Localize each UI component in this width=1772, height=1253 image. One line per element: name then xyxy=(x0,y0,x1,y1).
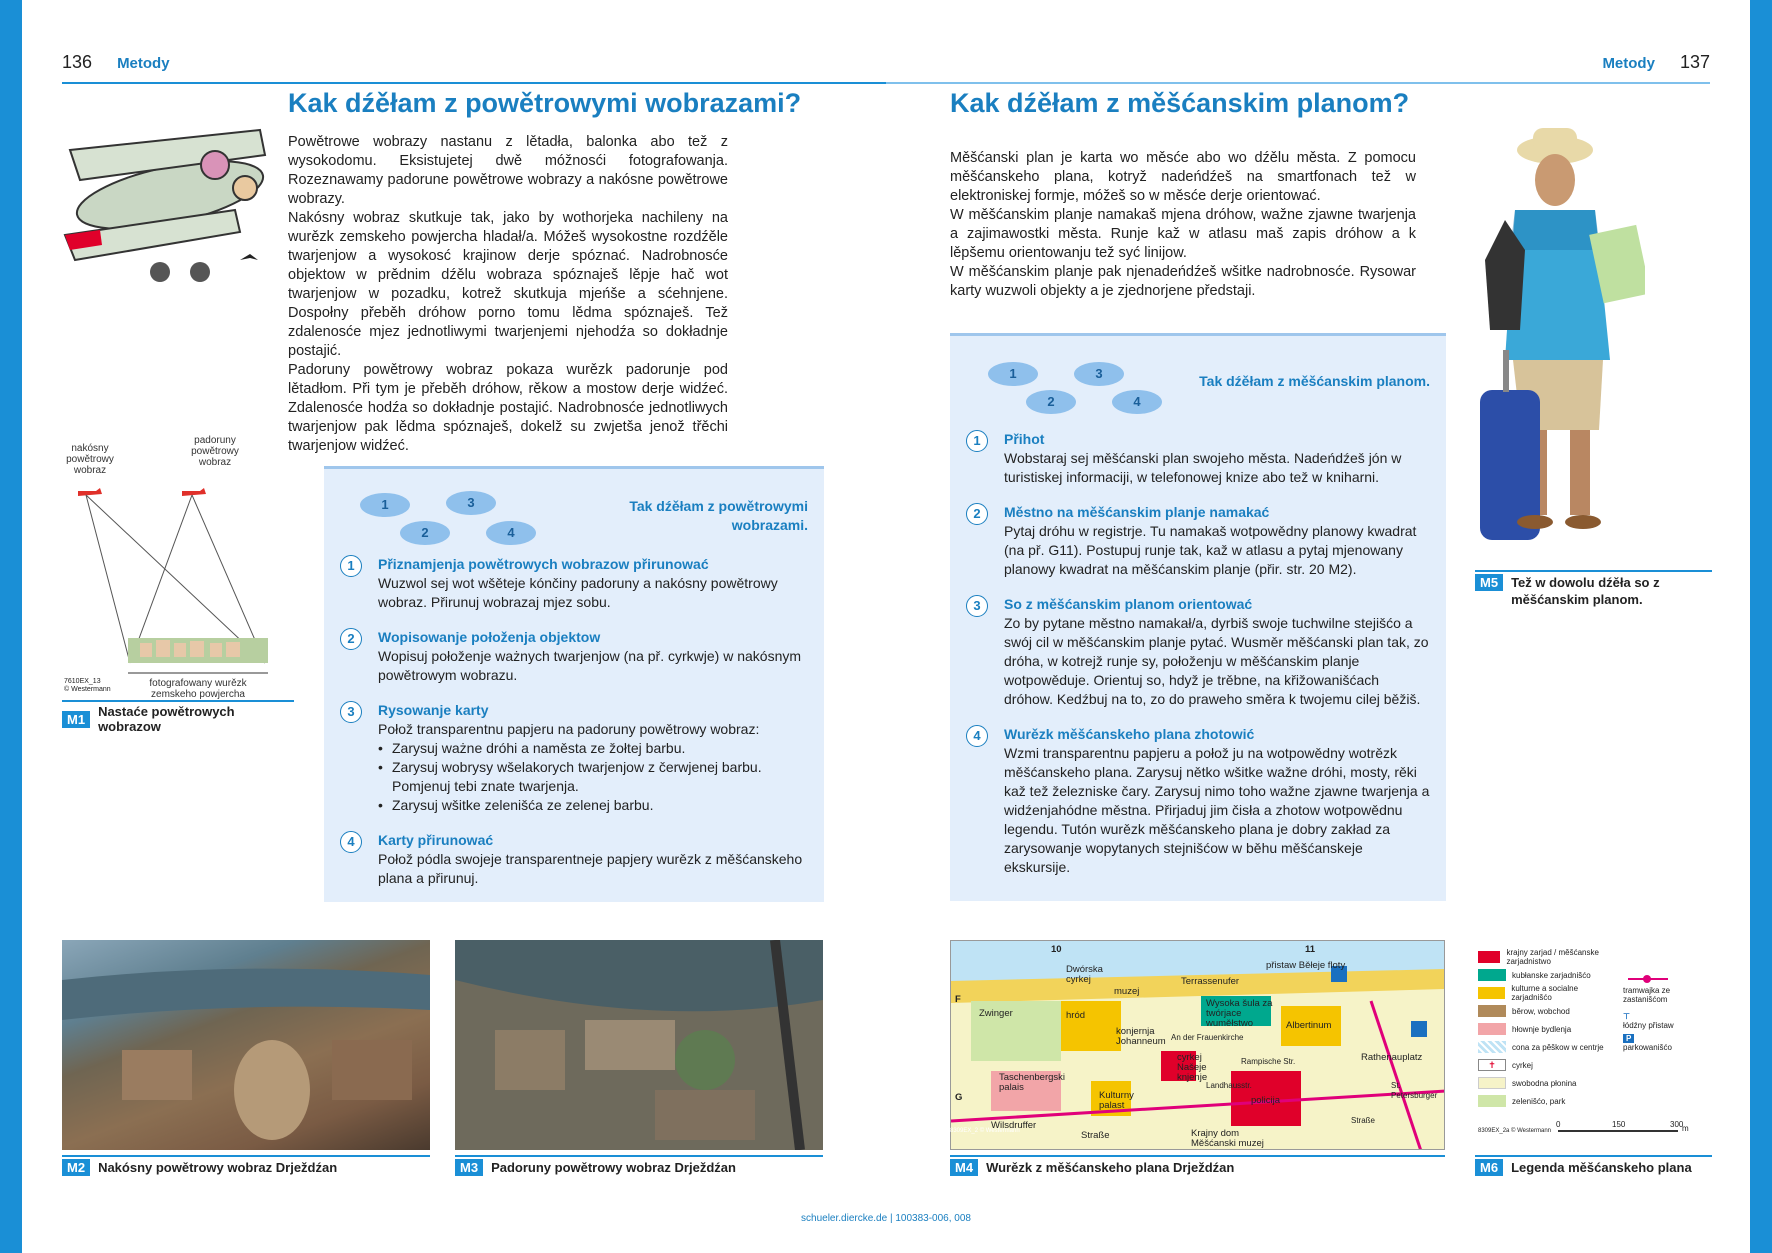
airplane-illustration xyxy=(60,110,300,285)
step-title: Rysowanje karty xyxy=(378,702,489,718)
legend-item xyxy=(1478,984,1618,1002)
legend-item xyxy=(1478,1038,1618,1056)
map-label: muzej xyxy=(1114,986,1140,997)
caption-tag: M1 xyxy=(62,711,90,728)
oblique-aerial-photo xyxy=(62,940,430,1150)
legend-swatch xyxy=(1478,1023,1506,1035)
legend-swatch xyxy=(1478,951,1500,963)
chapter-title: Metody xyxy=(117,55,170,72)
paragraph: W měšćanskim planje namakaš mjena dróhow, wažne zjawne twarjenja a zajimawostki města. Runje kaž w atlasu maš zapis dróhow a k lěpšemu orientowanju tež syć linijow. xyxy=(950,207,1416,261)
legend-swatch xyxy=(1478,1095,1506,1107)
map-label: Zwinger xyxy=(979,1008,1013,1019)
map-label: An der Frauenkirche xyxy=(1171,1033,1244,1042)
legend-item xyxy=(1478,1074,1618,1092)
map-labels xyxy=(951,941,1445,1150)
map-label: policija xyxy=(1251,1095,1281,1106)
caption-tag: M5 xyxy=(1475,574,1503,591)
caption-text: Legenda měšćanskeho plana xyxy=(1511,1160,1692,1175)
caption-tag: M6 xyxy=(1475,1159,1503,1176)
left-method-box xyxy=(324,466,824,902)
step-text: Wopisuj połoženje ważnych twarjenjow (na př. cyrkwje) w nakósnym powětrowym wobrazu. xyxy=(378,648,802,683)
cloud-step: 1 xyxy=(360,493,410,517)
legend-item xyxy=(1478,1092,1618,1110)
credit-code: 7610EX_13 xyxy=(64,678,101,685)
map-label: Wysoka šula za twórjace wuměłstwo xyxy=(1206,998,1273,1029)
step-number: 2 xyxy=(340,628,362,650)
tourist-photo xyxy=(1475,110,1645,560)
legend-swatch xyxy=(1478,1005,1506,1017)
legend-symbols xyxy=(1623,978,1713,1052)
map-label: Albertinum xyxy=(1286,1020,1332,1031)
paragraph: Měšćanski plan je karta wo měsće abo wo dźělu města. Z pomocu měšćanskeho plana, kotryž nadeńdźeš na smartfonach tež w elektroniskej formje, móžeš so w měsće derje orientować. xyxy=(950,150,1416,204)
step-text: Wzmi transparentnu papjeru a połož ju na wotpowědny wotrězk měšćanskeho plana. Zarysuj nětko wšitke wažne dróhi, mosty, rěki kaž tež železniske čary. Zarysuj nimo toho wažne zjawne twarjenja a widźenjahódne městna. Přirjaduj jim čisła a zhotow wotpowědnu legendu. Tutón wurězk měšćanskeho plana je dobry zakład za zarysowanje wopytanych stejnišćow w běhu měšćanskeje ekskursije. xyxy=(1004,745,1430,875)
map-label: Taschenbergski palais xyxy=(999,1072,1066,1093)
step-clouds xyxy=(340,483,540,549)
cloud-step: 2 xyxy=(400,521,450,545)
paragraph: Nakósny wobraz skutkuje tak, jako by wothorjeka nachileny na wurězk zemskeho powjercha hladał/a. Móžeš wysokostne rozdźěle twarjenjow a wysokosć krajinow derje spóznać. Nadrobnosće objektow w prědnim dźělu wobraza spóznaješ lěpje hač wot twarjenjow w pozadku, kotrež skutkuja mjeńše a sćehnjene. Dospołny přeběh dróhow porno tomu lědma spóznaješ. Tež zdalenosće mjez jednotliwymi twarjenjemi njehodźa so dokładnje postajić. xyxy=(288,210,728,359)
city-map xyxy=(950,940,1445,1150)
parking-icon: P xyxy=(1623,1034,1634,1043)
map-legend xyxy=(1478,948,1713,1148)
box-title: Tak dźěłam z powětrowymi wobrazami. xyxy=(629,498,808,533)
header-rule xyxy=(886,82,1710,84)
right-header xyxy=(1602,52,1710,73)
step-title: Přiznamjenja powětrowych wobrazow přirunować xyxy=(378,556,709,572)
bullet: • Zarysuj ważne dróhi a naměsta ze žołtej barbu. xyxy=(378,739,808,758)
label-ground: fotografowany wurězk zemskeho powjercha xyxy=(149,678,247,700)
step-text: Połož transparentnu papjeru na padoruny powětrowy wobraz: xyxy=(378,721,760,737)
legend-label: krajny zarjad / měšćanske zarjadnistwo xyxy=(1506,948,1599,966)
bullet: • Zarysuj wobrysy wšelakorych twarjenjow z čerwjenej barbu. Pomjenuj tebi znate twarjenja. xyxy=(378,758,808,796)
step-4 xyxy=(966,725,1430,877)
legend-item xyxy=(1478,1020,1618,1038)
legend-item xyxy=(1478,1056,1618,1074)
header-rule xyxy=(62,82,886,84)
legend-swatch xyxy=(1478,1041,1506,1053)
legend-item xyxy=(1478,1002,1618,1020)
left-body-text xyxy=(288,133,728,456)
caption-m3 xyxy=(455,1155,823,1176)
caption-tag: M2 xyxy=(62,1159,90,1176)
harbour-icon: ⊤ xyxy=(1623,1012,1630,1021)
legend-item xyxy=(1478,948,1618,966)
scale-bar xyxy=(1558,1120,1688,1138)
legend-swatch xyxy=(1478,1077,1506,1089)
legend-item xyxy=(1478,966,1618,984)
footer-link[interactable]: schueler.diercke.de | 100383-006, 008 xyxy=(801,1213,971,1224)
page-number: 136 xyxy=(62,52,93,72)
step-number: 1 xyxy=(340,555,362,577)
step-clouds xyxy=(966,350,1166,416)
step-number: 3 xyxy=(340,701,362,723)
cloud-step: 3 xyxy=(1074,362,1124,386)
cloud-step: 4 xyxy=(1112,390,1162,414)
caption-text: Wurězk z měšćanskeho plana Drježdźan xyxy=(986,1160,1235,1175)
step-text: Wobstaraj sej měšćanski plan swojeho města. Nadeńdźeš jón w turistiskej informaciji, w telefonowej knize abo tež w kniharni. xyxy=(1004,450,1402,485)
label-vertical: padoruny powětrowy wobraz xyxy=(191,435,239,468)
step-1 xyxy=(966,430,1430,487)
step-4 xyxy=(340,831,808,888)
step-number: 1 xyxy=(966,430,988,452)
map-grid-label: 10 xyxy=(1051,944,1062,955)
step-number: 2 xyxy=(966,503,988,525)
map-credit: 8309EX_2 © Westermann xyxy=(950,1128,1020,1134)
right-edge-bar xyxy=(1750,0,1772,1253)
right-method-box xyxy=(950,333,1446,901)
scale-label: 0 xyxy=(1556,1120,1561,1129)
legend-label: cyrkej xyxy=(1512,1060,1533,1070)
caption-text: Nakósny powětrowy wobraz Drježdźan xyxy=(98,1160,338,1175)
cloud-step: 4 xyxy=(486,521,536,545)
legend-swatch xyxy=(1478,987,1505,999)
legend-label: zelenišćo, park xyxy=(1512,1096,1566,1106)
map-label: Dwórska cyrkej xyxy=(1066,964,1103,985)
caption-m6 xyxy=(1475,1155,1712,1176)
caption-text: Nastaće powětrowych wobrazow xyxy=(98,704,235,734)
map-grid-label: 11 xyxy=(1305,944,1316,955)
step-1 xyxy=(340,555,808,612)
vertical-aerial-photo xyxy=(455,940,823,1150)
map-label: cyrkej Našeje knjenje xyxy=(1177,1052,1208,1083)
legend-label: swobodna płonina xyxy=(1512,1078,1577,1088)
page-number: 137 xyxy=(1679,52,1710,72)
paragraph: Powětrowe wobrazy nastanu z lětadła, balonka abo tež z wysokodomu. Eksistujetej dwě móžnosći fotografowanja. Rozeznawamy padorune powětrowe wobrazy a nakósne powětrowe wobrazy. xyxy=(288,134,728,207)
map-label: Krajny dom Měšćanski muzej xyxy=(1191,1128,1264,1149)
map-label: St. Petersburger xyxy=(1391,1081,1438,1100)
box-title: Tak dźěłam z měšćanskim planom. xyxy=(1199,373,1430,389)
left-edge-bar xyxy=(0,0,22,1253)
step-title: Wopisowanje połoženja objektow xyxy=(378,629,601,645)
cloud-step: 3 xyxy=(446,491,496,515)
right-page-title: Kak dźěłam z měšćanskim planom? xyxy=(950,88,1410,118)
step-number: 4 xyxy=(966,725,988,747)
step-text: Pytaj dróhu w registrje. Tu namakaš wotpowědny planowy kwadrat (na př. G11). Postupuj runje tak, kaž w atlasu a pytaj mjenowany planowy kwadrat na měšćanskim planje (přir. str. 20 M2). xyxy=(1004,523,1417,577)
step-2 xyxy=(966,503,1430,579)
step-3 xyxy=(966,595,1430,709)
step-text: Wuzwol sej wot wšěteje kónčiny padoruny a nakósny powětrowy wobraz. Přirunuj wobrazaj mjez sobu. xyxy=(378,575,778,610)
map-label: Rathenauplatz xyxy=(1361,1052,1423,1063)
map-label: Landhausstr. xyxy=(1206,1081,1252,1090)
legend-label: hłownje bydlenja xyxy=(1512,1024,1572,1034)
step-title: Karty přirunować xyxy=(378,832,494,848)
step-title: Městno na měšćanskim planje namakać xyxy=(1004,504,1270,520)
aerial-photo-diagram xyxy=(60,435,272,700)
map-label: konjernja Johanneum xyxy=(1116,1026,1166,1047)
legend-label: łódźny přistaw xyxy=(1623,1021,1674,1030)
paragraph: W měšćanskim planje pak njenadeńdźeš wšitke nadrobnosće. Rysowar karty wuzwoli objekty a je zjednorjene předstaji. xyxy=(950,264,1416,299)
caption-text: Tež w dowolu dźěła so z měšćanskim planom. xyxy=(1511,575,1660,607)
scale-label: 150 xyxy=(1612,1120,1626,1129)
map-label: Straße xyxy=(1081,1130,1110,1141)
map-label: Kulturny palast xyxy=(1099,1090,1134,1111)
step-number: 3 xyxy=(966,595,988,617)
caption-tag: M4 xyxy=(950,1159,978,1176)
scale-label: 300 xyxy=(1670,1120,1684,1129)
left-page-title: Kak dźěłam z powětrowymi wobrazami? xyxy=(288,88,802,118)
legend-label: kubłanske zarjadnišćo xyxy=(1512,970,1591,980)
legend-label: parkowanišćo xyxy=(1623,1043,1672,1052)
cloud-step: 2 xyxy=(1026,390,1076,414)
step-title: Wurězk měšćanskeho plana zhotowić xyxy=(1004,726,1255,742)
map-label: Straße xyxy=(1351,1116,1376,1125)
cloud-step: 1 xyxy=(988,362,1038,386)
step-3 xyxy=(340,701,808,815)
map-label: přistaw Běłeje floty xyxy=(1266,960,1346,971)
step-title: So z měšćanskim planom orientować xyxy=(1004,596,1253,612)
caption-m2 xyxy=(62,1155,430,1176)
legend-label: cona za pěškow w centrje xyxy=(1512,1042,1604,1052)
caption-text: Padoruny powětrowy wobraz Drježdźan xyxy=(491,1160,736,1175)
legend-label: běrow, wobchod xyxy=(1512,1006,1570,1016)
step-number: 4 xyxy=(340,831,362,853)
caption-tag: M3 xyxy=(455,1159,483,1176)
map-label: hród xyxy=(1066,1010,1086,1021)
step-bullets xyxy=(378,739,808,815)
legend-label: kulturne a socialne zarjadnišćo xyxy=(1511,984,1579,1002)
map-label: Rampische Str. xyxy=(1241,1057,1296,1066)
diagram-credit xyxy=(64,678,111,694)
map-label: Wilsdruffer xyxy=(991,1120,1037,1131)
step-text: Połož pódla swojeje transparentneje papjery wurězk z měšćanskeho plana a přirunuj. xyxy=(378,851,803,886)
tram-icon xyxy=(1628,978,1668,980)
step-text: Zo by pytane městno namakał/a, dyrbiš swoje tuchwilne stejišćo a swój cil w měšćanskim planje pytać. Wusměr měšćanski plan tak, zo dróha, w kotrejž runje sy, połoženju w měšćanskim planje wotpowěduje. Orientuj so, hdyž je trěbne, na křižowanišćach dróhow. Kedźbuj na to, zo do praweho směra k twojemu cilej běžiš. xyxy=(1004,615,1429,707)
chapter-title: Metody xyxy=(1602,55,1655,72)
caption-m4 xyxy=(950,1155,1445,1176)
label-oblique: nakósny powětrowy wobraz xyxy=(66,443,114,476)
map-grid-label: G xyxy=(955,1092,963,1103)
map-grid-label: F xyxy=(955,994,961,1005)
paragraph: Padoruny powětrowy wobraz pokaza wurězk padorunje pod lětadłom. Při tym je přeběh dróhow, rěkow a mostow derje widźeć. Zdalenosće hodźa so dokładnje postajić. Nadrobnosće jednotliwych twarjenjow pak lědma spóznaješ, dokelž su zwjetša jenož třěchi twarjenjow widźeć. xyxy=(288,362,728,454)
legend-credit: 8309EX_2a © Westermann xyxy=(1478,1128,1552,1134)
scale-unit: m xyxy=(1682,1124,1689,1133)
caption-m1 xyxy=(62,700,294,734)
credit: © Westermann xyxy=(64,686,111,693)
bullet: • Zarysuj wšitke zelenišća ze zelenej barbu. xyxy=(378,796,808,815)
step-2 xyxy=(340,628,808,685)
legend-list xyxy=(1478,948,1618,1110)
caption-m5 xyxy=(1475,570,1712,608)
left-header xyxy=(62,52,170,73)
legend-swatch xyxy=(1478,969,1506,981)
legend-label: tramwajka ze zastanišćom xyxy=(1623,986,1671,1004)
map-label: Terrassenufer xyxy=(1181,976,1240,987)
church-icon: ✝ xyxy=(1478,1059,1506,1071)
right-body-text xyxy=(950,149,1416,301)
step-title: Přihot xyxy=(1004,431,1045,447)
